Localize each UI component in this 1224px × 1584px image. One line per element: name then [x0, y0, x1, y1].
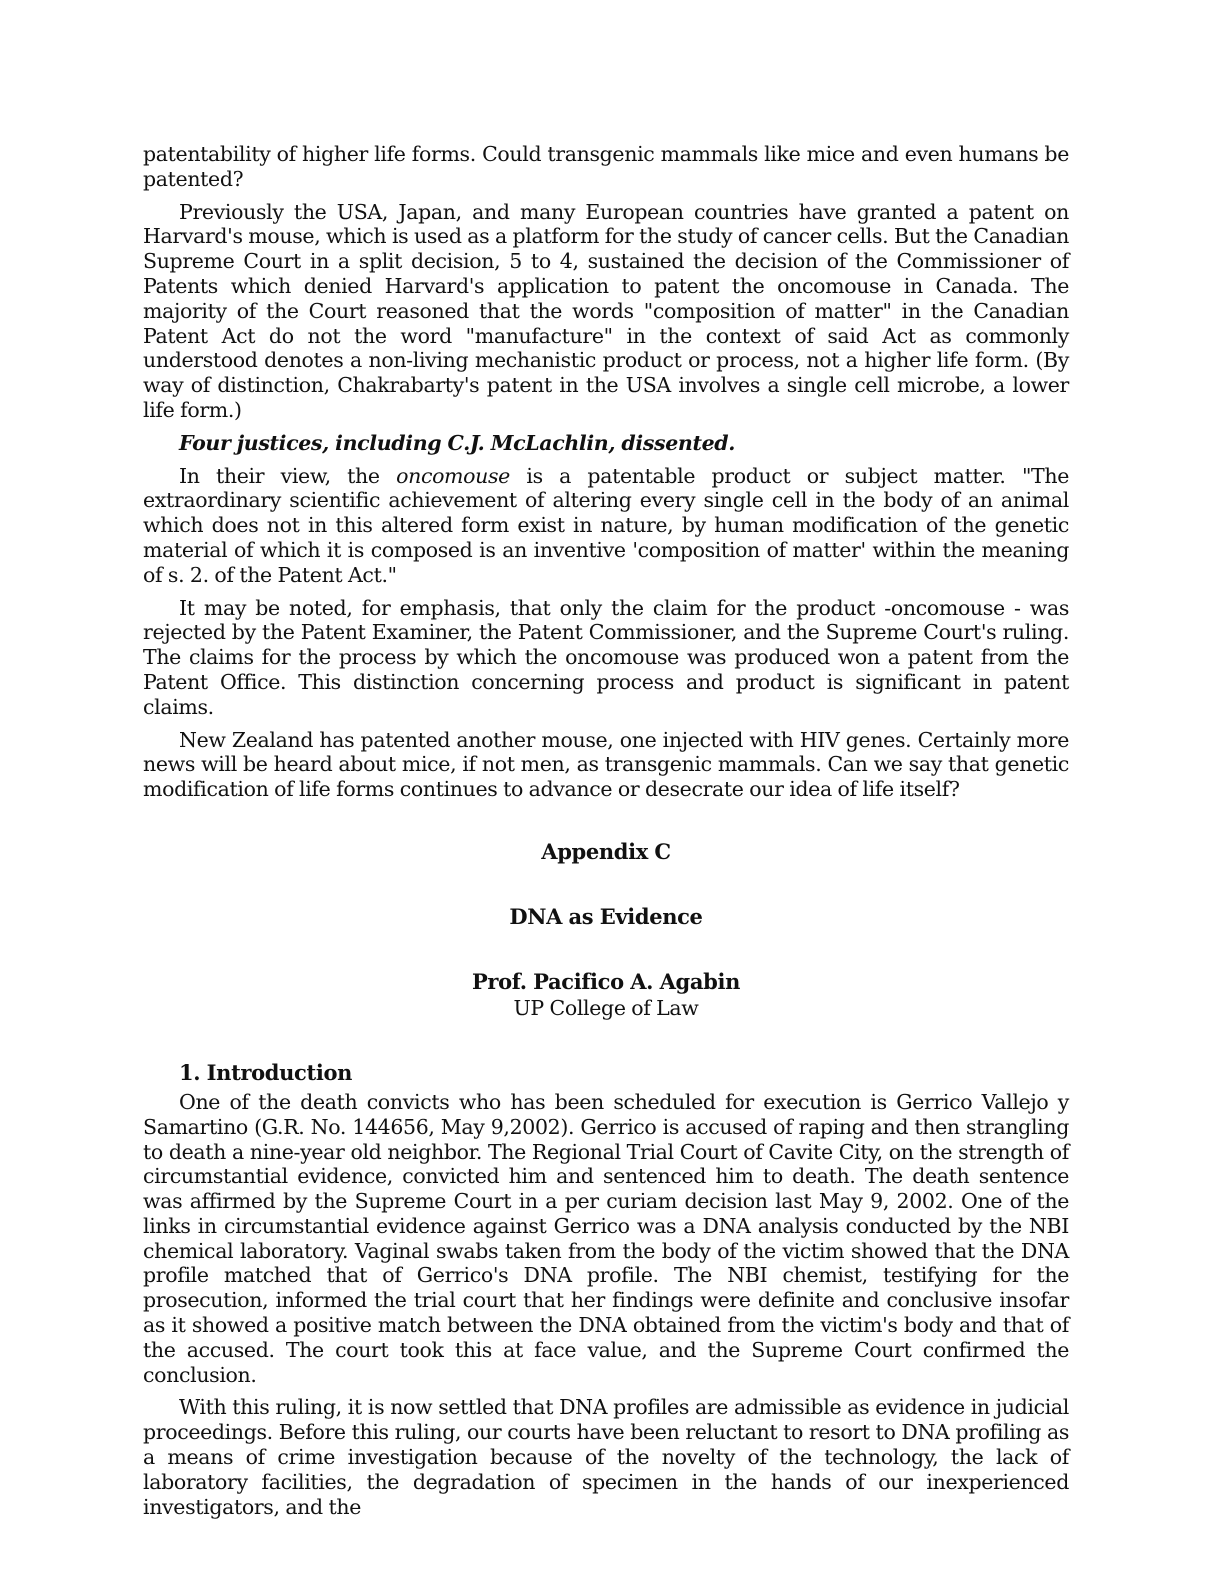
- dissent-view-suffix: is a patentable product or subject matter. "The extraordinary scientific achievement of altering every single cell in the body of an animal which does not in this altered form exist in nature, by human modification of the genetic material of which it is composed is an inventive 'composition of matter' within the meaning of s. 2. of the Patent Act.": [143, 463, 1069, 587]
- paragraph-continuation: patentability of higher life forms. Could transgenic mammals like mice and even humans be patented?: [143, 142, 1069, 191]
- dissent-view-prefix: In their view, the: [179, 463, 397, 488]
- paragraph-death-convict: One of the death convicts who has been scheduled for execution is Gerrico Vallejo y Samartino (G.R. No. 144656, May 9,2002). Gerrico is accused of raping and then strangling to death a nine-year old neighbor. The Regional Trial Court of Cavite City, on the strength of circumstantial evidence, convicted him and sentenced him to death. The death sentence was affirmed by the Supreme Court in a per curiam decision last May 9, 2002. One of the links in circumstantial evidence against Gerrico was a DNA analysis conducted by the NBI chemical laboratory. Vaginal swabs taken from the body of the victim showed that the DNA profile matched that of Gerrico's DNA profile. The NBI chemist, testifying for the prosecution, informed the trial court that her findings were definite and conclusive insofar as it showed a positive match between the DNA obtained from the victim's body and that of the accused. The court took this at face value, and the Supreme Court confirmed the conclusion.: [143, 1089, 1069, 1387]
- dissent-heading: Four justices, including C.J. McLachlin, dissented.: [179, 430, 736, 455]
- document-page: [143, 142, 1069, 1527]
- author-affiliation: UP College of Law: [513, 996, 699, 1021]
- section-title: DNA as Evidence: [509, 903, 703, 929]
- appendix-heading: Appendix C: [541, 838, 671, 864]
- introduction-heading: 1. Introduction: [179, 1060, 353, 1086]
- paragraph-dna-admissible: With this ruling, it is now settled that DNA profiles are admissible as evidence in judicial proceedings. Before this ruling, our courts have been reluctant to resort to DNA profiling as a means of crime investigation because of the novelty of the technology, the lack of laboratory facilities, the degradation of specimen in the hands of our inexperienced investigators, and the: [143, 1395, 1069, 1519]
- oncomouse-emphasis: oncomouse: [396, 463, 510, 488]
- paragraph-dissent-view: [143, 464, 1069, 588]
- paragraph-product-process: It may be noted, for emphasis, that only the claim for the product -oncomouse - was rejected by the Patent Examiner, the Patent Commissioner, and the Supreme Court's ruling. The claims for the process by which the oncomouse was produced won a patent from the Patent Office. This distinction concerning process and product is significant in patent claims.: [143, 595, 1069, 719]
- paragraph-harvard-mouse: Previously the USA, Japan, and many European countries have granted a patent on Harvard's mouse, which is used as a platform for the study of cancer cells. But the Canadian Supreme Court in a split decision, 5 to 4, sustained the decision of the Commissioner of Patents which denied Harvard's application to patent the oncomouse in Canada. The majority of the Court reasoned that the words "composition of matter" in the Canadian Patent Act do not the word "manufacture" in the context of said Act as commonly understood denotes a non-living mechanistic product or process, not a higher life form. (By way of distinction, Chakrabarty's patent in the USA involves a single cell microbe, a lower life form.): [143, 199, 1069, 422]
- paragraph-new-zealand: New Zealand has patented another mouse, one injected with HIV genes. Certainly more news will be heard about mice, if not men, as transgenic mammals. Can we say that genetic modification of life forms continues to advance or desecrate our idea of life itself?: [143, 727, 1069, 802]
- author-name: Prof. Pacifico A. Agabin: [471, 968, 740, 994]
